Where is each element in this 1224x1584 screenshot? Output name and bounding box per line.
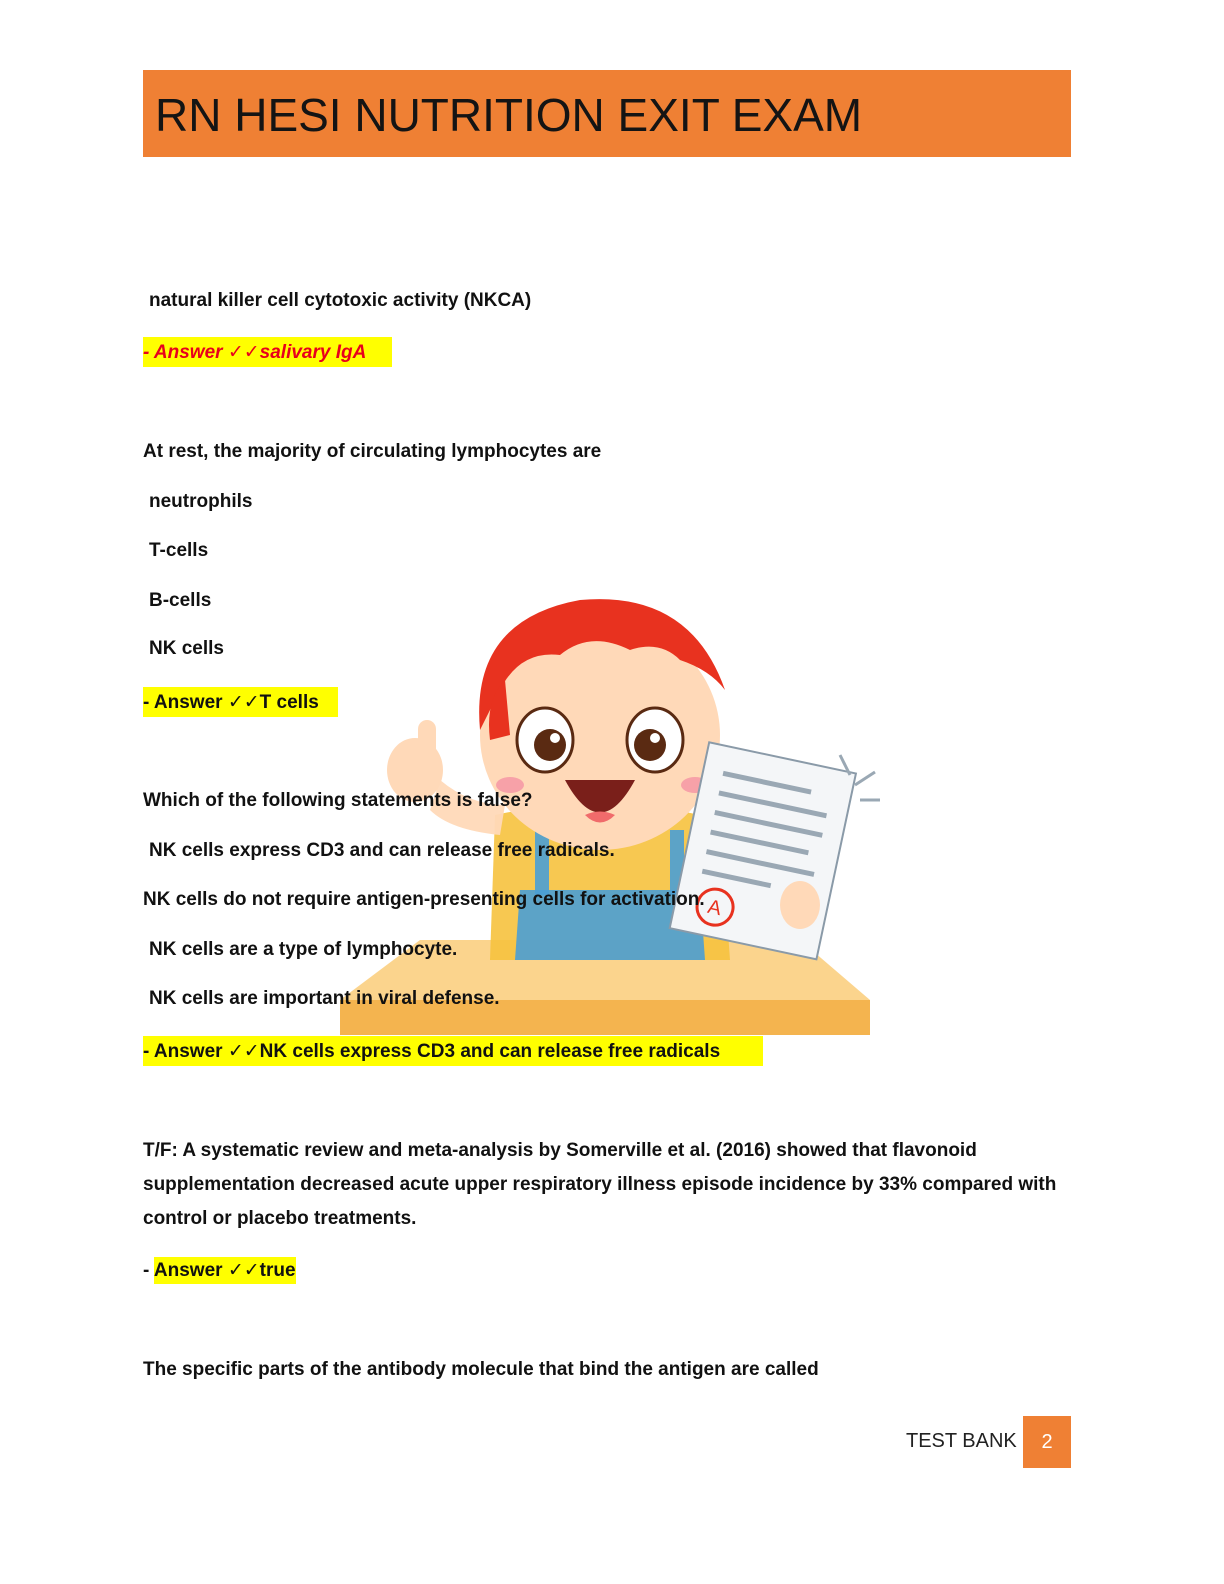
option-text: NK cells are a type of lymphocyte. xyxy=(149,939,458,960)
answer-prefix: - xyxy=(143,1260,154,1281)
grade-letter: A xyxy=(705,895,724,921)
question-text: Which of the following statements is false? xyxy=(143,790,533,811)
question-text: T/F: A systematic review and meta-analysis by Somerville et al. (2016) showed that flavonoid supplementation decreased acute upper respiratory illness episode incidence by 33% compared with control or placebo treatments. xyxy=(143,1140,1057,1229)
question-text: At rest, the majority of circulating lymphocytes are xyxy=(143,441,602,462)
answer-prefix: - xyxy=(143,342,154,363)
option-text: B-cells xyxy=(149,590,212,611)
footer-label: TEST BANK xyxy=(906,1430,1017,1452)
answer-line xyxy=(143,1259,296,1283)
answer-text: Answer ✓✓salivary IgA xyxy=(153,342,367,363)
question-text: The specific parts of the antibody molecule that bind the antigen are called xyxy=(143,1359,819,1380)
answer-line xyxy=(143,1040,720,1064)
option-text: neutrophils xyxy=(149,491,253,512)
answer-line xyxy=(143,341,366,365)
option-text: natural killer cell cytotoxic activity (NKCA) xyxy=(149,290,532,311)
page-number: 2 xyxy=(1023,1416,1071,1468)
answer-text: Answer ✓✓true xyxy=(154,1257,296,1284)
answer-prefix: - xyxy=(143,692,154,713)
answer-text: Answer ✓✓T cells xyxy=(153,692,319,713)
answer-text: Answer ✓✓NK cells express CD3 and can release free radicals xyxy=(153,1041,721,1062)
option-text: NK cells xyxy=(149,638,224,659)
answer-prefix: - xyxy=(143,1041,154,1062)
page-title: RN HESI NUTRITION EXIT EXAM xyxy=(155,89,863,141)
option-text: NK cells express CD3 and can release free radicals. xyxy=(149,840,615,861)
option-text: NK cells do not require antigen-presenting cells for activation. xyxy=(143,889,705,910)
answer-line xyxy=(143,691,319,715)
option-text: NK cells are important in viral defense. xyxy=(149,988,500,1009)
header-bar xyxy=(143,70,1071,157)
option-text: T-cells xyxy=(149,540,209,561)
